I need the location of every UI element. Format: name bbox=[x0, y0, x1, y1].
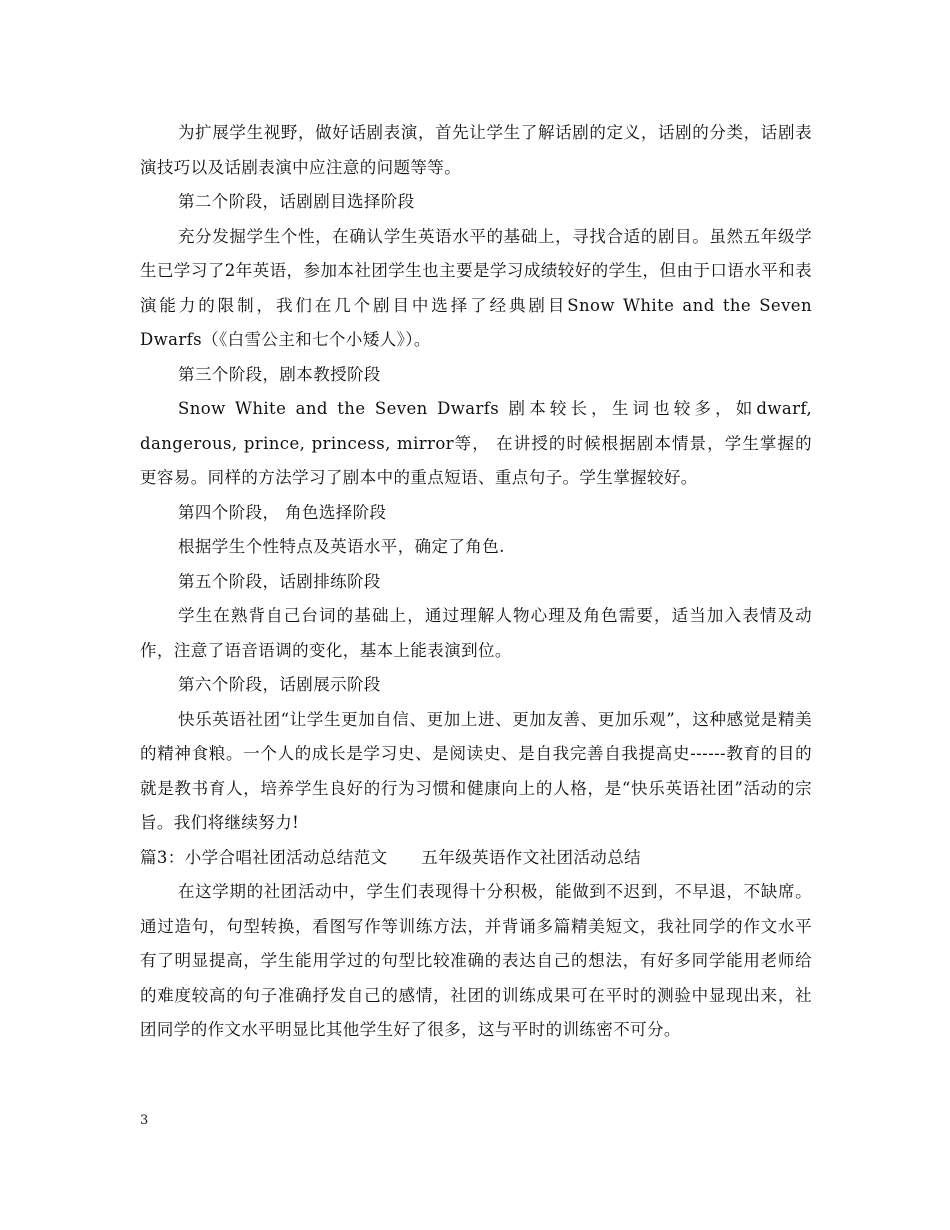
stage-heading: 第三个阶段，剧本教授阶段 bbox=[178, 364, 381, 384]
stage-heading: 第五个阶段，话剧排练阶段 bbox=[178, 571, 381, 591]
body-paragraph: 快乐英语社团“让学生更加自信、更加上进、更加友善、更加乐观”，这种感觉是精美的精神食粮。一个人的成长是学习史、是阅读史、是自我完善自我提高史------教育的目的就是教书育人，培养学生良好的行为习惯和健康向上的人格，是“快乐英语社团”活动的宗旨。我们将继续努力! bbox=[140, 709, 812, 832]
page-number: 3 bbox=[140, 1113, 149, 1128]
body-paragraph: 充分发掘学生个性，在确认学生英语水平的基础上，寻找合适的剧目。虽然五年级学生已学习了2年英语，参加本社团学生也主要是学习成绩较好的学生，但由于口语水平和表演能力的限制，我们在几个剧目中选择了经典剧目Snow White and the Seven Dwarfs（《白雪公主和七个小矮人》）。 bbox=[140, 226, 812, 349]
body-paragraph: 根据学生个性特点及英语水平，确定了角色. bbox=[178, 537, 505, 556]
body-paragraph: 为扩展学生视野，做好话剧表演，首先让学生了解话剧的定义，话剧的分类，话剧表演技巧以及话剧表演中应注意的问题等等。 bbox=[140, 123, 812, 177]
stage-heading: 第四个阶段， 角色选择阶段 bbox=[178, 502, 387, 522]
section-title: 篇3：小学合唱社团活动总结范文 五年级英语作文社团活动总结 bbox=[140, 847, 641, 867]
document-body bbox=[140, 116, 812, 1048]
stage-heading: 第二个阶段，话剧剧目选择阶段 bbox=[178, 192, 415, 211]
body-paragraph: 学生在熟背自己台词的基础上，通过理解人物心理及角色需要，适当加入表情及动作，注意了语音语调的变化，基本上能表演到位。 bbox=[140, 606, 812, 660]
stage-heading: 第六个阶段，话剧展示阶段 bbox=[178, 675, 381, 694]
body-paragraph: 在这学期的社团活动中，学生们表现得十分积极，能做到不迟到，不早退，不缺席。通过造句，句型转换，看图写作等训练方法，并背诵多篇精美短文，我社同学的作文水平有了明显提高，学生能用学过的句型比较准确的表达自己的想法，有好多同学能用老师给的难度较高的句子准确抒发自己的感情，社团的训练成果可在平时的测验中显现出来，社团同学的作文水平明显比其他学生好了很多，这与平时的训练密不可分。 bbox=[140, 882, 812, 1039]
body-paragraph: Snow White and the Seven Dwarfs 剧本较长，生词也较多，如dwarf, dangerous, prince, princess, mirror等， 在讲授的时候根据剧本情景，学生掌握的更容易。同样的方法学习了剧本中的重点短语、重点句子。学生掌握较好。 bbox=[140, 399, 812, 487]
